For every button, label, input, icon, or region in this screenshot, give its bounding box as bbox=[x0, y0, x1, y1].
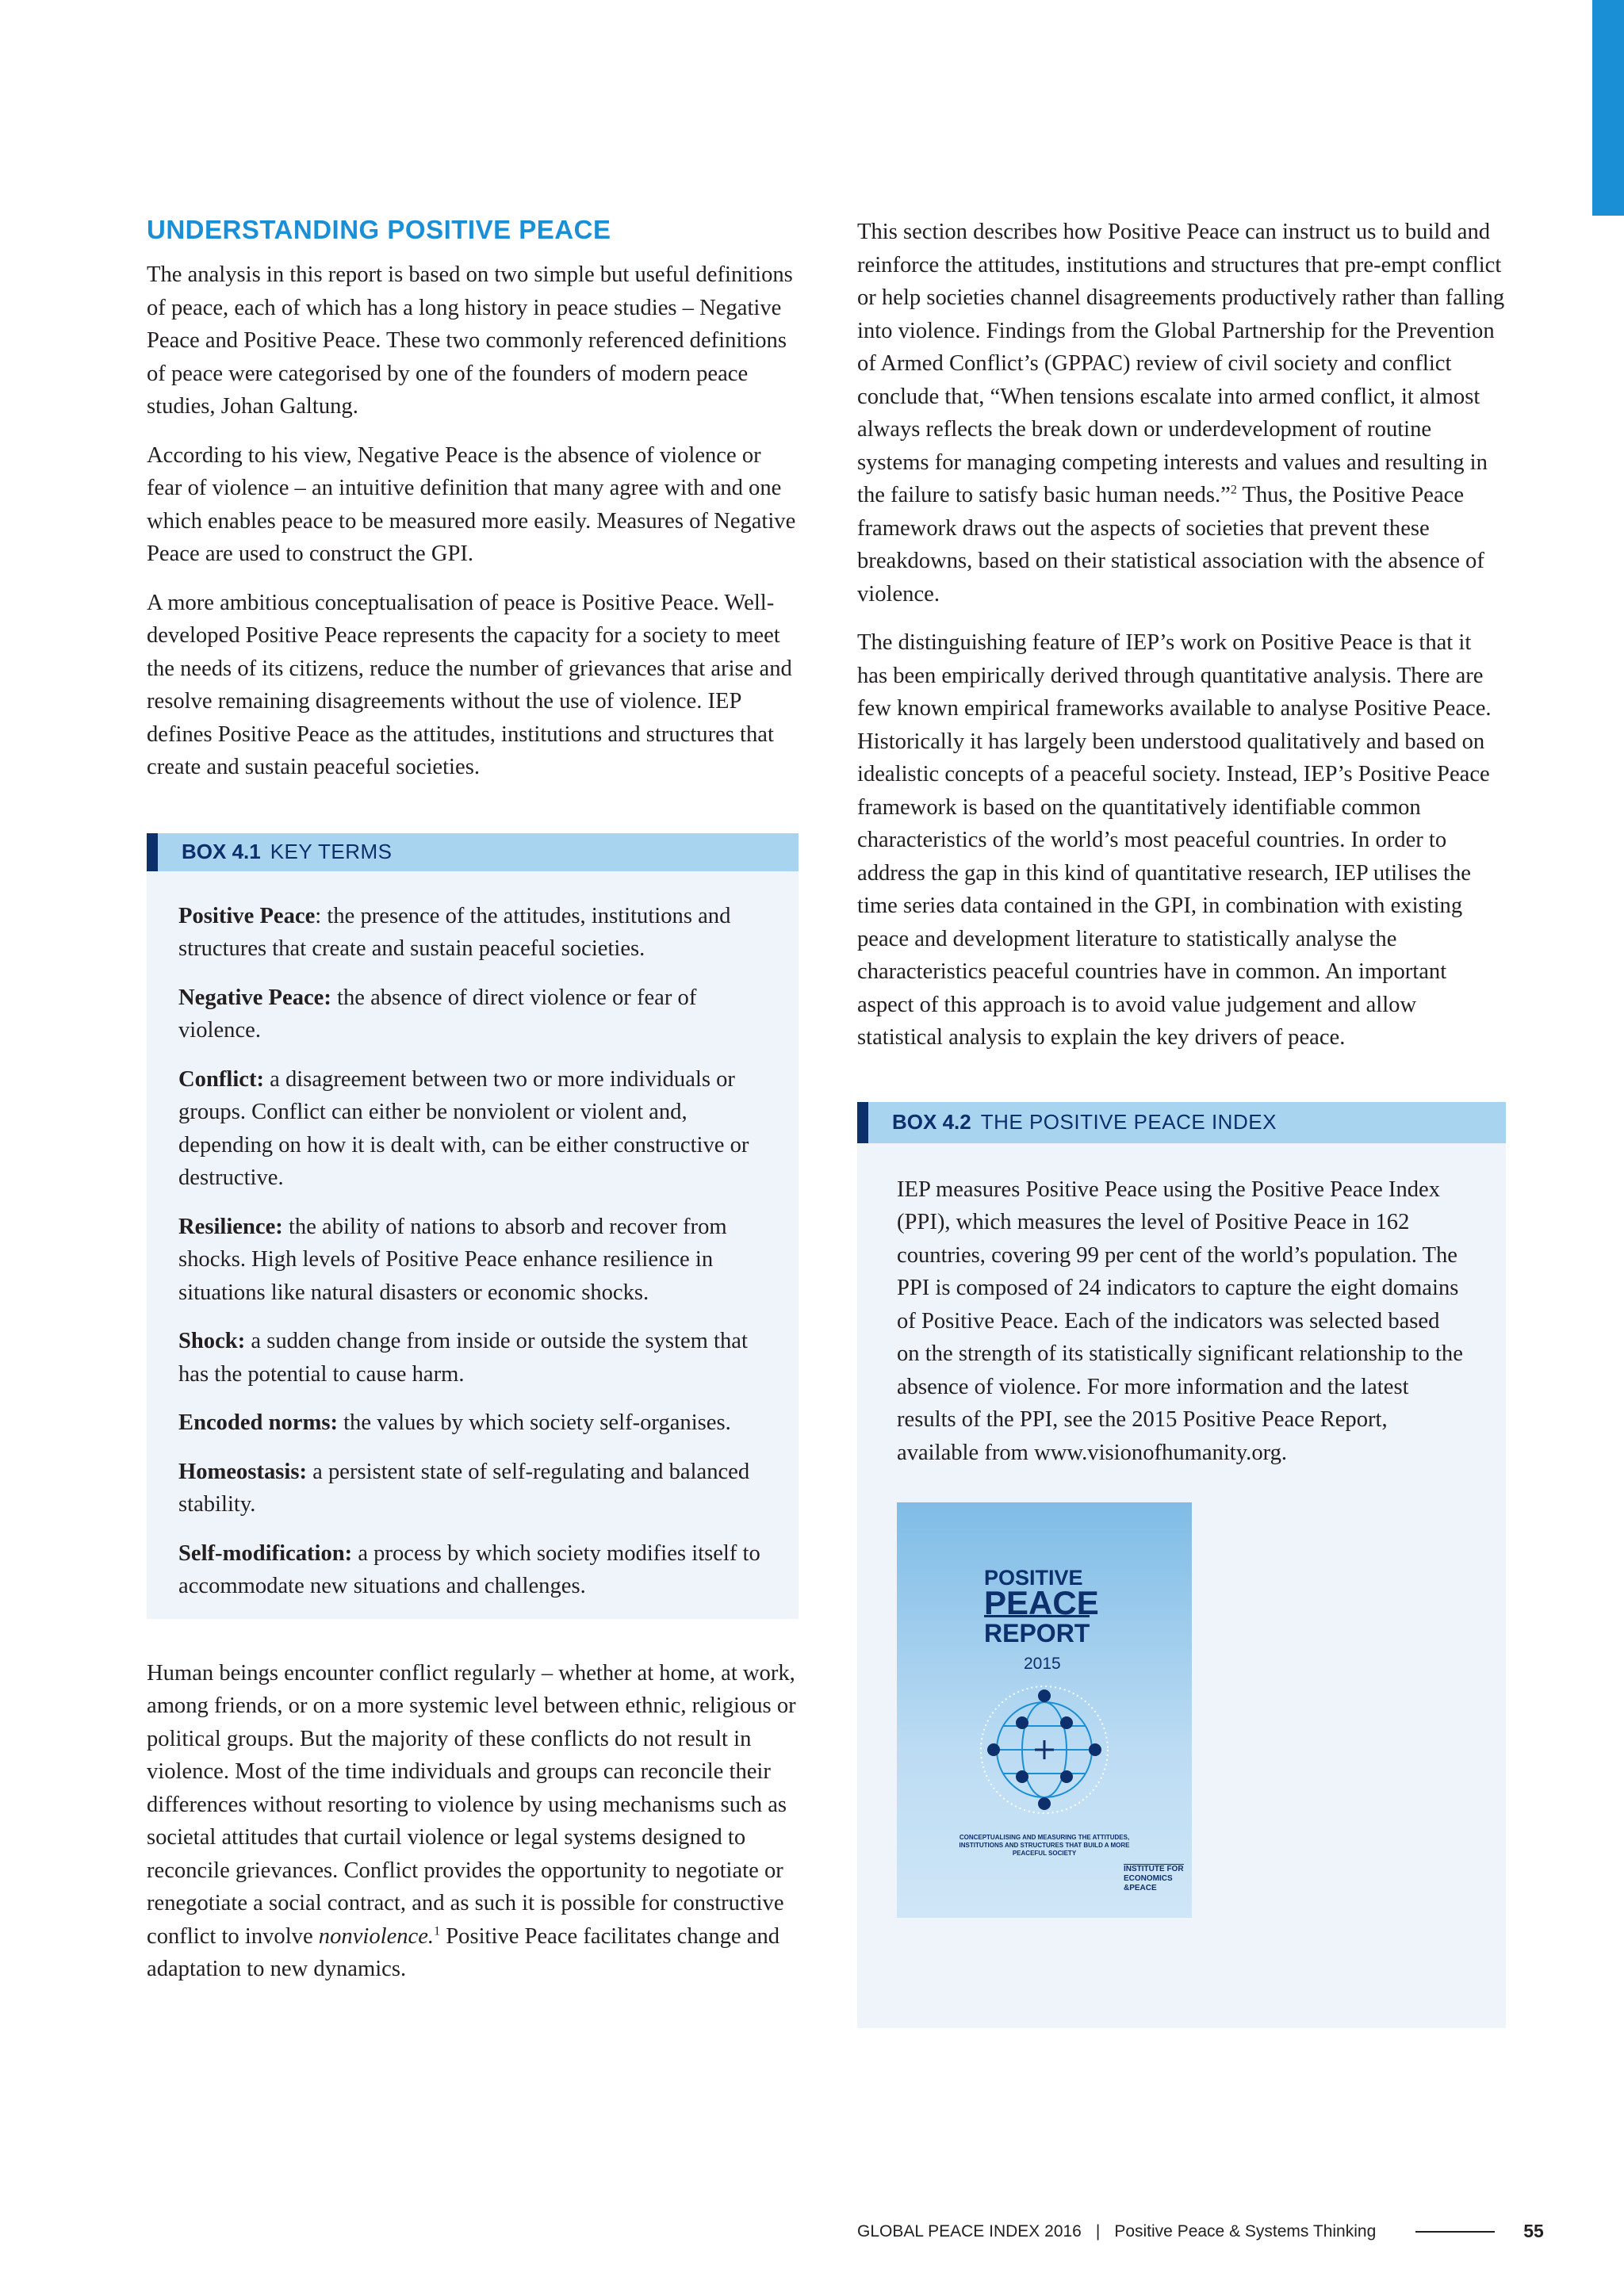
box-body bbox=[147, 871, 799, 1619]
right-column bbox=[857, 208, 1506, 2028]
term-entry bbox=[178, 1406, 767, 1440]
paragraph: A more ambitious conceptualisation of peace is Positive Peace. Well-developed Positive Peace represents the capacity for a society to meet the needs of its citizens, reduce the number of grievances that arise and resolve remaining disagreements without the use of violence. IEP defines Positive Peace as the attitudes, institutions and structures that create and sustain peaceful societies. bbox=[147, 590, 792, 779]
term-entry bbox=[178, 1063, 767, 1195]
term-definition: a persistent state of self-regulating and balanced stability. bbox=[178, 1459, 750, 1517]
term-sep: : bbox=[315, 903, 322, 928]
italic-text: nonviolence. bbox=[318, 1923, 435, 1949]
box-number: BOX 4.2 bbox=[892, 1110, 971, 1134]
term-entry bbox=[178, 900, 767, 966]
box-header bbox=[147, 833, 799, 871]
term-definition: a disagreement between two or more individuals or groups. Conflict can either be nonviolent or violent and, depending on how it is dealt with, can be either constructive or destructive. bbox=[178, 1066, 749, 1190]
term-definition: the ability of nations to absorb and recover from shocks. High levels of Positive Peace enhance resilience in situations like natural disasters or economic shocks. bbox=[178, 1214, 727, 1305]
paragraph-text: Human beings encounter conflict regularly – whether at home, at work, among friends, or on a more systemic level between ethnic, religious or political groups. But the majority of these conflicts do not result in violence. Most of the time individuals and groups can reconcile their differences without resorting to violence by using mechanisms such as societal attitudes that curtail violence or legal systems designed to reconcile grievances. Conflict provides the opportunity to negotiate or renegotiate a social contract, and as such it is possible for constructive conflict to involve bbox=[147, 1660, 796, 1949]
term: Negative Peace: bbox=[178, 985, 331, 1010]
box-paragraph: IEP measures Positive Peace using the Positive Peace Index (PPI), which measures the level of Positive Peace in 162 countries, covering 99 per cent of the world’s population. The PPI is composed of 24 indicators to capture the eight domains of Positive Peace. Each of the indicators was selected based on the strength of its statistically significant relationship to the absence of violence. For more information and the latest results of the PPI, see the 2015 Positive Peace Report, available from www.visionofhumanity.org. bbox=[897, 1177, 1463, 1465]
logo-line: ECONOMICS bbox=[1124, 1874, 1173, 1883]
paragraph-text: Positive Peace facilitates change and adaptation to new dynamics. bbox=[147, 1923, 780, 1981]
term-entry bbox=[178, 982, 767, 1047]
page-footer bbox=[857, 2221, 1563, 2242]
box-header-bar bbox=[147, 833, 158, 871]
box-positive-peace-index bbox=[857, 1102, 1506, 2028]
cover-title-line: PEACE bbox=[984, 1584, 1099, 1621]
section-tab-marker bbox=[1592, 0, 1624, 216]
paragraph-text: Thus, the Positive Peace framework draws out the aspects of societies that prevent these breakdowns, based on their statistical association with the absence of violence. bbox=[857, 483, 1484, 607]
box-header bbox=[857, 1102, 1506, 1143]
term-entry bbox=[178, 1325, 767, 1391]
box-title: KEY TERMS bbox=[270, 840, 393, 863]
box-header-bar bbox=[857, 1102, 868, 1143]
cover-title-line: POSITIVE bbox=[984, 1566, 1083, 1590]
term-entry bbox=[178, 1211, 767, 1310]
footnote-ref[interactable]: 1 bbox=[434, 1923, 441, 1938]
paragraph bbox=[857, 216, 1506, 610]
logo-line: &PEACE bbox=[1124, 1884, 1157, 1892]
section-heading: UNDERSTANDING POSITIVE PEACE bbox=[147, 215, 611, 244]
box-key-terms bbox=[147, 833, 799, 1619]
term-definition: the values by which society self-organises. bbox=[337, 1410, 731, 1435]
footer-separator: | bbox=[1095, 2221, 1101, 2241]
term-definition: the absence of direct violence or fear of violence. bbox=[178, 985, 697, 1043]
box-body bbox=[857, 1143, 1506, 1470]
box-number: BOX 4.1 bbox=[182, 840, 261, 863]
term: Homeostasis: bbox=[178, 1459, 308, 1484]
logo-line: INSTITUTE FOR bbox=[1124, 1865, 1184, 1873]
box-title: THE POSITIVE PEACE INDEX bbox=[980, 1110, 1277, 1134]
term-definition: a process by which society modifies itself to accommodate new situations and challenges. bbox=[178, 1540, 760, 1598]
term: Encoded norms: bbox=[178, 1410, 338, 1435]
cover-year: 2015 bbox=[1024, 1655, 1061, 1673]
paragraph bbox=[147, 1657, 799, 1986]
paragraph: The distinguishing feature of IEP’s work on Positive Peace is that it has been empirically derived through quantitative analysis. There are few known empirical frameworks available to analyse Positive Peace. Historically it has largely been understood qualitatively and based on idealistic concepts of a peaceful society. Instead, IEP’s Positive Peace framework is based on the quantitatively identifiable common characteristics of the world’s most peaceful countries. In order to address the gap in this kind of quantitative research, IEP utilises the time series data contained in the GPI, in combination with existing peace and development literature to statistically analyse the characteristics peaceful countries have in common. An important aspect of this approach is to avoid value judgement and allow statistical analysis to explain the key drivers of peace. bbox=[857, 630, 1492, 1050]
term-definition: the presence of the attitudes, institutions and structures that create and sustain peaceful societies. bbox=[178, 903, 731, 961]
iep-logo bbox=[1124, 1864, 1184, 1893]
footnote-ref[interactable]: 2 bbox=[1230, 483, 1237, 497]
footer-title: GLOBAL PEACE INDEX 2016 bbox=[857, 2221, 1082, 2241]
term-definition: a sudden change from inside or outside the system that has the potential to cause harm. bbox=[178, 1329, 748, 1387]
term: Conflict: bbox=[178, 1066, 264, 1092]
footer-section: Positive Peace & Systems Thinking bbox=[1114, 2221, 1377, 2241]
report-cover-image bbox=[897, 1502, 1192, 1918]
term: Resilience: bbox=[178, 1214, 283, 1239]
footer-rule bbox=[1415, 2231, 1495, 2233]
globe-icon bbox=[973, 1678, 1116, 1821]
term-entry bbox=[178, 1456, 767, 1521]
left-column bbox=[147, 208, 799, 1986]
cover-subtitle: CONCEPTUALISING AND MEASURING THE ATTITUDES, INSTITUTIONS AND STRUCTURES THAT BUILD A MORE PEACEFUL SOCIETY bbox=[959, 1834, 1130, 1857]
term: Self-modification: bbox=[178, 1540, 353, 1566]
cover-title-line: REPORT bbox=[984, 1615, 1090, 1648]
term: Positive Peace bbox=[178, 903, 316, 928]
term-entry bbox=[178, 1537, 767, 1603]
paragraph: According to his view, Negative Peace is the absence of violence or fear of violence – an intuitive definition that many agree with and one which enables peace to be measured more easily. Measures of Negative Peace are used to construct the GPI. bbox=[147, 442, 796, 566]
paragraph: The analysis in this report is based on two simple but useful definitions of peace, each of which has a long history in peace studies – Negative Peace and Positive Peace. These two commonly referenced definitions of peace were categorised by one of the founders of modern peace studies, Johan Galtung. bbox=[147, 262, 793, 419]
term: Shock: bbox=[178, 1329, 246, 1353]
paragraph-text: This section describes how Positive Peace can instruct us to build and reinforce the attitudes, institutions and structures that pre-empt conflict or help societies channel disagreements productively rather than falling into violence. Findings from the Global Partnership for the Prevention of Armed Conflict’s (GPPAC) review of civil society and conflict conclude that, “When tensions escalate into armed conflict, it almost always reflects the break down or underdevelopment of routine systems for managing competing interests and values and resulting in the failure to satisfy basic human needs.” bbox=[857, 220, 1505, 507]
page-number: 55 bbox=[1523, 2221, 1544, 2241]
